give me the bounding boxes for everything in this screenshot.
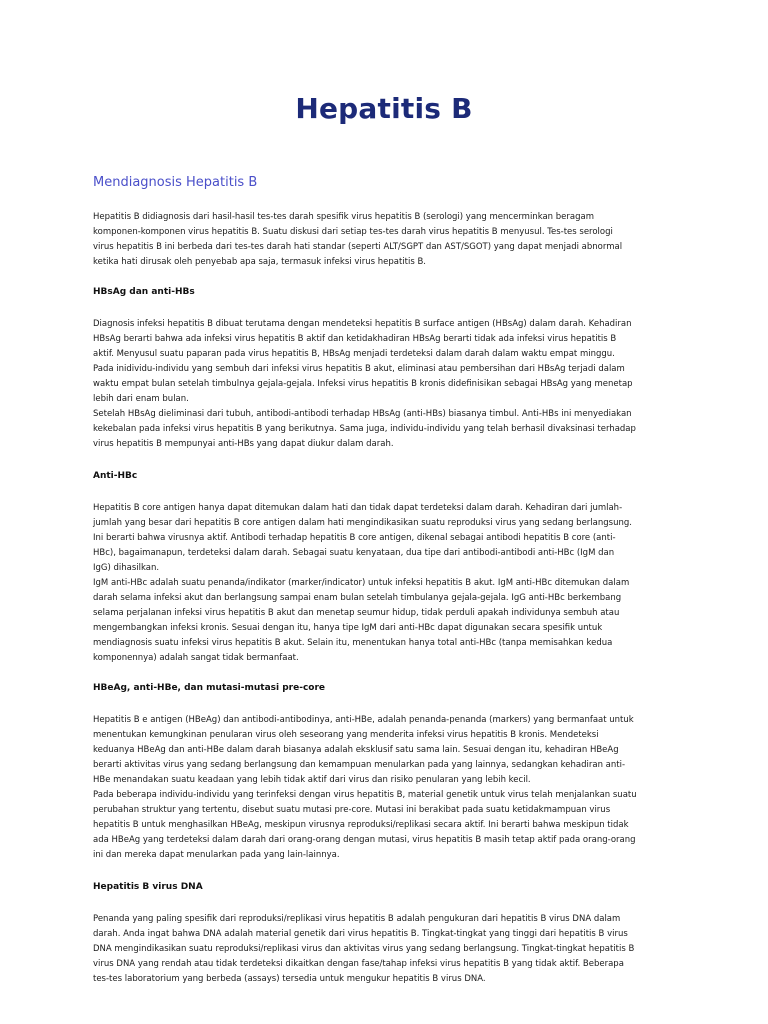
section-body-hbsag: Diagnosis infeksi hepatitis B dibuat terutama dengan mendeteksi hepatitis B surface antigen (HBsAg) dalam darah. Kehadiran HBsAg berarti bahwa ada infeksi virus hepatitis B aktif dan ketidakhadiran HBsAg berarti tidak ada infeksi virus hepatitis B aktif. Menyusul suatu paparan pada virus hepatitis B, HBsAg menjadi terdeteksi dalam darah dalam waktu empat minggu. Pada inidividu-individu yang sembuh dari infeksi virus hepatitis B akut, eliminasi atau pembersihan dari HBsAg terjadi dalam waktu empat bulan setelah timbulnya gejala-gejala. Infeksi virus hepatitis B kronis didefinisikan sebagai HBsAg yang menetap lebih dari enam bulan. Setelah HBsAg dieliminasi dari tubuh, antibodi-antibodi terhadap HBsAg (anti-HBs) biasanya timbul. Anti-HBs ini menyediakan kekebalan pada infeksi virus hepatitis B yang berikutnya. Sama juga, individu-individu yang telah berhasil divaksinasi terhadap virus hepatitis B mempunyai anti-HBs yang dapat diukur dalam darah. [93, 319, 636, 449]
section-heading-hbsag: HBsAg dan anti-HBs [93, 287, 195, 297]
intro-paragraph: Hepatitis B didiagnosis dari hasil-hasil tes-tes darah spesifik virus hepatitis B (serologi) yang mencerminkan beragam komponen-komponen virus hepatitis B. Suatu diskusi dari setiap tes-tes darah virus hepatitis B menyusul. Tes-tes serologi virus hepatitis B ini berbeda dari tes-tes darah hati standar (seperti ALT/SGPT dan AST/SGOT) yang dapat menjadi abnormal ketika hati dirusak oleh penyebab apa saja, termasuk infeksi virus hepatitis B. [93, 212, 623, 267]
section-heading-hbeag: HBeAg, anti-HBe, dan mutasi-mutasi pre-core [93, 683, 326, 693]
section-heading-hbv-dna: Hepatitis B virus DNA [93, 882, 203, 892]
document-body [93, 210, 683, 987]
section-body-anti-hbc: Hepatitis B core antigen hanya dapat ditemukan dalam hati dan tidak dapat terdeteksi dalam darah. Kehadiran dari jumlah- jumlah yang besar dari hepatitis B core antigen dalam hati mengindikasikan suatu reproduksi virus yang sedang berlangsung. Ini berarti bahwa virusnya aktif. Antibodi terhadap hepatitis B core antigen, dikenal sebagai antibodi hepatitis B core (anti- HBc), bagaimanapun, terdeteksi dalam darah. Sebagai suatu kenyataan, dua tipe dari antibodi-antibodi anti-HBc (IgM dan IgG) dihasilkan. IgM anti-HBc adalah suatu penanda/indikator (marker/indicator) untuk infeksi hepatitis B akut. IgM anti-HBc ditemukan dalam darah selama infeksi akut dan berlangsung sampai enam bulan setelah timbulanya gejala-gejala. IgG anti-HBc berkembang selama perjalanan infeksi virus hepatitis B akut dan menetap seumur hidup, tidak perduli apakah individunya sembuh atau mengembangkan infeksi kronis. Sesuai dengan itu, hanya tipe IgM dari anti-HBc dapat digunakan secara spesifik untuk mendiagnosis suatu infeksi virus hepatitis B akut. Selain itu, menentukan hanya total anti-HBc (tanpa memisahkan kedua komponennya) adalah sangat tidak bermanfaat. [93, 503, 632, 663]
section-body-hbv-dna: Penanda yang paling spesifik dari reproduksi/replikasi virus hepatitis B adalah pengukuran dari hepatitis B virus DNA dalam darah. Anda ingat bahwa DNA adalah material genetik dari virus hepatitis B. Tingkat-tingkat yang tinggi dari hepatitis B virus DNA mengindikasikan suatu reproduksi/replikasi virus dan aktivitas virus yang sedang berlangsung. Tingkat-tingkat hepatitis B virus DNA yang rendah atau tidak terdeteksi dikaitkan dengan fase/tahap infeksi virus hepatitis B yang tidak aktif. Beberapa tes-tes laboratorium yang berbeda (assays) tersedia untuk mengukur hepatitis B virus DNA. [93, 914, 635, 984]
section-heading-anti-hbc: Anti-HBc [93, 471, 138, 481]
page-title: Hepatitis B [295, 92, 473, 125]
section-subtitle: Mendiagnosis Hepatitis B [93, 175, 258, 190]
section-body-hbeag: Hepatitis B e antigen (HBeAg) dan antibodi-antibodinya, anti-HBe, adalah penanda-penanda (markers) yang bermanfaat untuk menentukan kemungkinan penularan virus oleh seseorang yang menderita infeksi virus hepatitis B kronis. Mendeteksi keduanya HBeAg dan anti-HBe dalam darah biasanya adalah eksklusif satu sama lain. Sesuai dengan itu, kehadiran HBeAg berarti aktivitas virus yang sedang berlangsung dan kemampuan menularkan pada yang lainnya, sedangkan kehadiran anti- HBe menandakan suatu keadaan yang lebih tidak aktif dari virus dan risiko penularan yang lebih kecil. Pada beberapa individu-individu yang terinfeksi dengan virus hepatitis B, material genetik untuk virus telah menjalankan suatu perubahan struktur yang tertentu, disebut suatu mutasi pre-core. Mutasi ini berakibat pada suatu ketidakmampuan virus hepatitis B untuk menghasilkan HBeAg, meskipun virusnya reproduksi/replikasi secara aktif. Ini berarti bahwa meskipun tidak ada HBeAg yang terdeteksi dalam darah dari orang-orang dengan mutasi, virus hepatitis B masih tetap aktif pada orang-orang ini dan mereka dapat menularkan pada yang lain-lainnya. [93, 715, 637, 860]
